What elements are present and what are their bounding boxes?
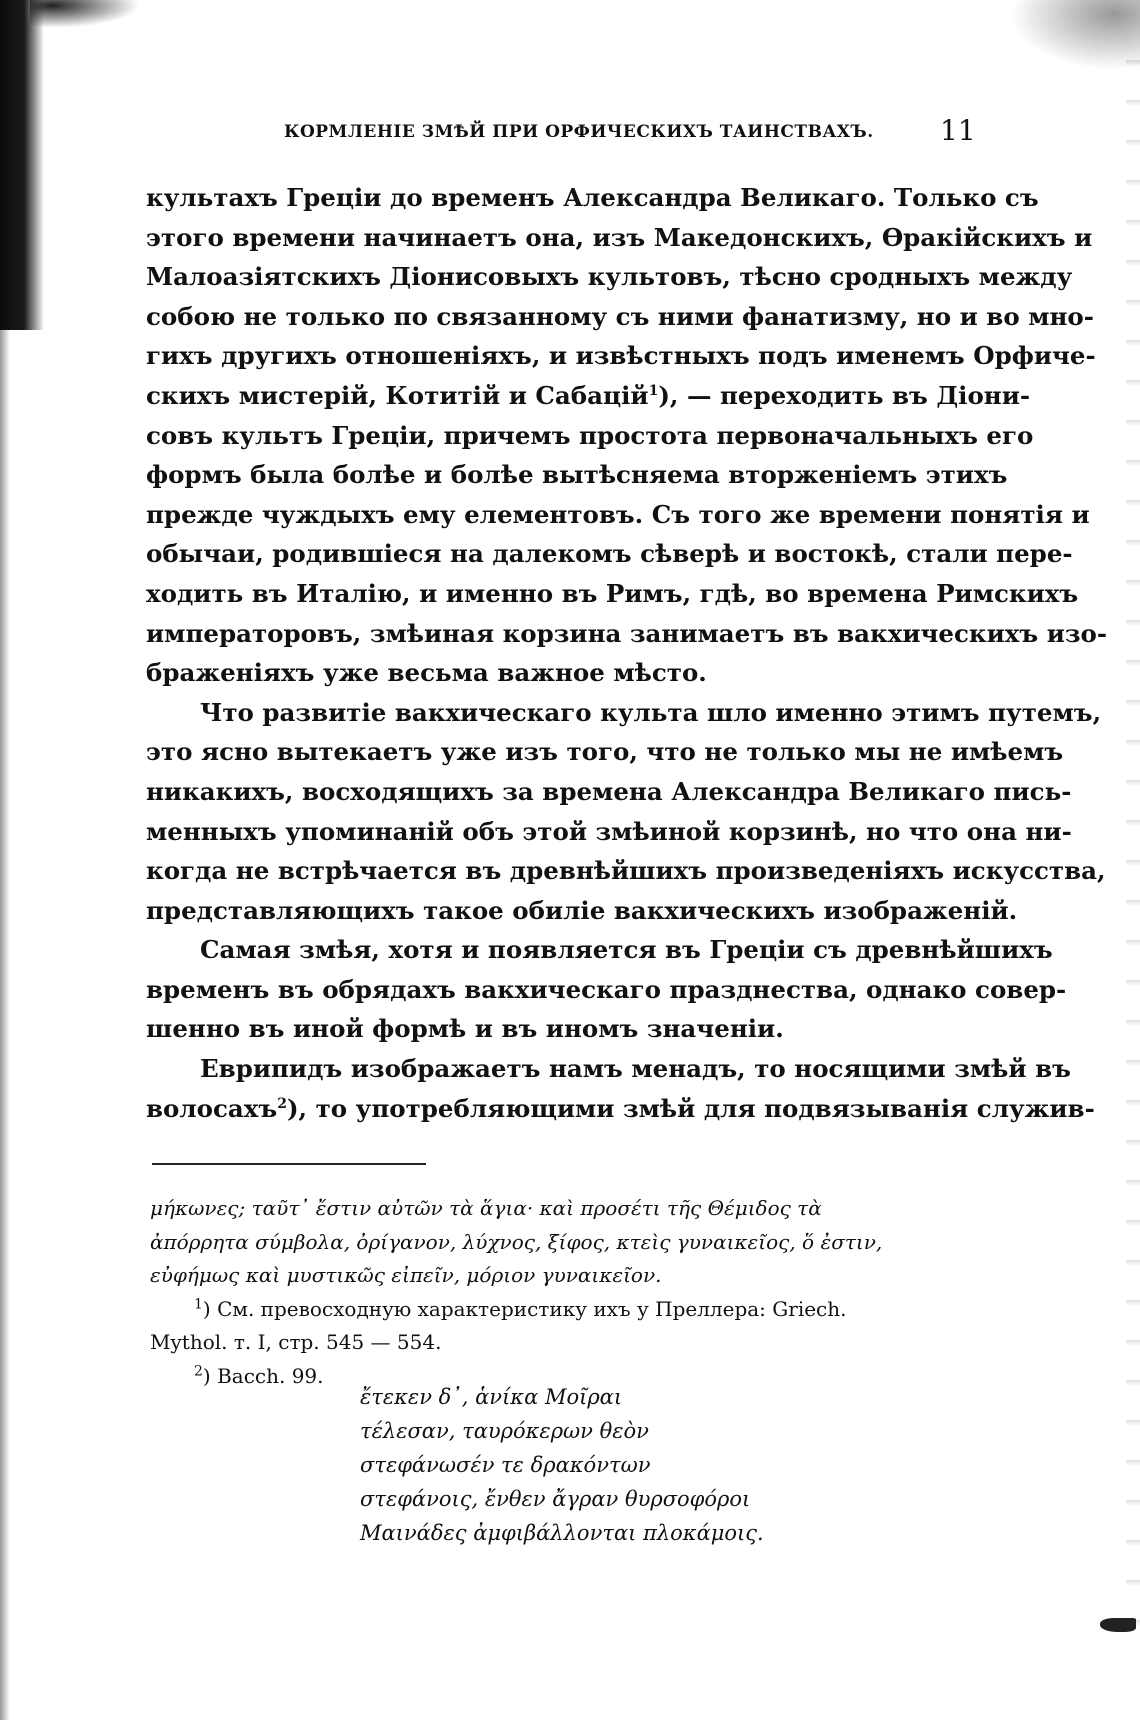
text-line: Что развитіе вакхическаго культа шло именно этимъ путемъ, bbox=[200, 697, 1102, 727]
footnote-1-marker: 1 bbox=[194, 1295, 203, 1312]
footnote-1 bbox=[150, 1293, 978, 1327]
footnote-1-text: ) См. превосходную характеристику ихъ у Преллера: Griech. bbox=[202, 1296, 847, 1321]
scan-shadow-left-lower bbox=[0, 330, 10, 1720]
verse-line: ἔτεκεν δ᾽, ἁνίκα Μοῖραι bbox=[360, 1385, 623, 1409]
text-line: этого времени начинаетъ она, изъ Македонскихъ, Ѳракійскихъ и bbox=[146, 222, 1093, 252]
text-line: шенно въ иной формѣ и въ иномъ значеніи. bbox=[146, 1014, 784, 1044]
text-line: формъ была болѣе и болѣе вытѣсняема вторженіемъ этихъ bbox=[146, 460, 1008, 490]
text-line: когда не встрѣчается въ древнѣйшихъ произведеніяхъ искусства, bbox=[146, 856, 1106, 886]
scan-speckle-top bbox=[30, 0, 140, 28]
scan-speckle-right-top bbox=[1010, 0, 1140, 70]
text-segment: волосахъ bbox=[146, 1093, 278, 1123]
greek-footnote-line: εὐφήμως καὶ μυστικῶς εἰπεῖν, μόριον γυναικεῖον. bbox=[150, 1263, 662, 1287]
main-text bbox=[146, 178, 1108, 1128]
text-line-with-note bbox=[146, 376, 1031, 416]
greek-verse-quote bbox=[360, 1380, 860, 1550]
verse-line: στεφάνοις, ἔνθεν ἄγραν θυρσοφόροι bbox=[360, 1487, 751, 1511]
text-segment: скихъ мистерій, Котитій и Сабацій bbox=[146, 380, 649, 410]
text-line: браженіяхъ уже весьма важное мѣсто. bbox=[146, 658, 707, 688]
text-line: прежде чуждыхъ ему елементовъ. Съ того же времени понятія и bbox=[146, 499, 1090, 529]
text-line: менныхъ упоминаній объ этой змѣиной корзинѣ, но что она ни- bbox=[146, 816, 1072, 846]
text-segment: ), — переходить въ Діони- bbox=[658, 380, 1031, 410]
text-line: Малоазіятскихъ Діонисовыхъ культовъ, тѣсно сродныхъ между bbox=[146, 262, 1073, 292]
verse-line: στεφάνωσέν τε δρακόντων bbox=[360, 1453, 651, 1477]
footnote-2-text: ) Bacch. 99. bbox=[202, 1363, 324, 1388]
scan-blot-bottom-right bbox=[1100, 1618, 1136, 1632]
text-line: Самая змѣя, хотя и появляется въ Греціи съ древнѣйшихъ bbox=[200, 935, 1053, 965]
verse-line: Μαινάδες ἀμφιβάλλονται πλοκάμοις. bbox=[360, 1521, 764, 1545]
footnote-ref-1: 1 bbox=[648, 382, 659, 399]
footnote-1-continuation: Mythol. т. I, стр. 545 — 554. bbox=[150, 1330, 442, 1354]
text-line: императоровъ, змѣиная корзина занимаетъ въ вакхическихъ изо- bbox=[146, 618, 1108, 648]
text-line: Еврипидъ изображаетъ намъ менадъ, то носящими змѣй въ bbox=[200, 1054, 1071, 1084]
text-line: собою не только по связанному съ ними фанатизму, но и во мно- bbox=[146, 301, 1094, 331]
running-head: КОРМЛЕНІЕ ЗМѢЙ ПРИ ОРФИЧЕСКИХЪ ТАИНСТВАХЪ. bbox=[284, 122, 874, 142]
text-line: культахъ Греціи до временъ Александра Великаго. Только съ bbox=[146, 183, 1039, 212]
text-segment: то употребляющими змѣй для подвязыванія служив- bbox=[315, 1093, 1095, 1123]
text-line: совъ культъ Греціи, причемъ простота первоначальныхъ его bbox=[146, 420, 1034, 450]
text-line: гихъ другихъ отношеніяхъ, и извѣстныхъ подъ именемъ Орфиче- bbox=[146, 341, 1096, 371]
text-line: обычаи, родившіеся на далекомъ сѣверѣ и востокѣ, стали пере- bbox=[146, 539, 1073, 569]
scan-shadow-left bbox=[0, 0, 44, 330]
scan-edge-right bbox=[1126, 60, 1140, 1640]
footnotes bbox=[150, 1192, 978, 1393]
text-line: временъ въ обрядахъ вакхическаго празднества, однако совер- bbox=[146, 974, 1067, 1004]
footnote-ref-2: 2 bbox=[277, 1095, 287, 1112]
text-line: это ясно вытекаетъ уже изъ того, что не только мы не имѣемъ bbox=[146, 737, 1064, 767]
verse-line: τέλεσαν, ταυρόκερων θεὸν bbox=[360, 1419, 649, 1443]
footnote-2-marker: 2 bbox=[194, 1362, 203, 1379]
text-line: никакихъ, восходящихъ за времена Александра Великаго пись- bbox=[146, 776, 1072, 806]
footnote-separator bbox=[152, 1163, 426, 1165]
greek-footnote-line: μήκωνες; ταῦτ᾽ ἔστιν αὐτῶν τὰ ἅγια· καὶ προσέτι τῆς Θέμιδος τὰ bbox=[150, 1196, 822, 1220]
text-line: представляющихъ такое обиліе вакхическихъ изображеній. bbox=[146, 895, 1018, 925]
greek-footnote-line: ἀπόρρητα σύμβολα, ὀρίγανον, λύχνος, ξίφος, κτεὶς γυναικεῖος, ὅ ἐστιν, bbox=[150, 1229, 883, 1254]
text-line-with-note bbox=[146, 1089, 1095, 1129]
text-line: ходить въ Италію, и именно въ Римъ, гдѣ, во времена Римскихъ bbox=[146, 578, 1079, 608]
page-number: 11 bbox=[940, 114, 976, 147]
text-segment: ), bbox=[286, 1093, 308, 1123]
